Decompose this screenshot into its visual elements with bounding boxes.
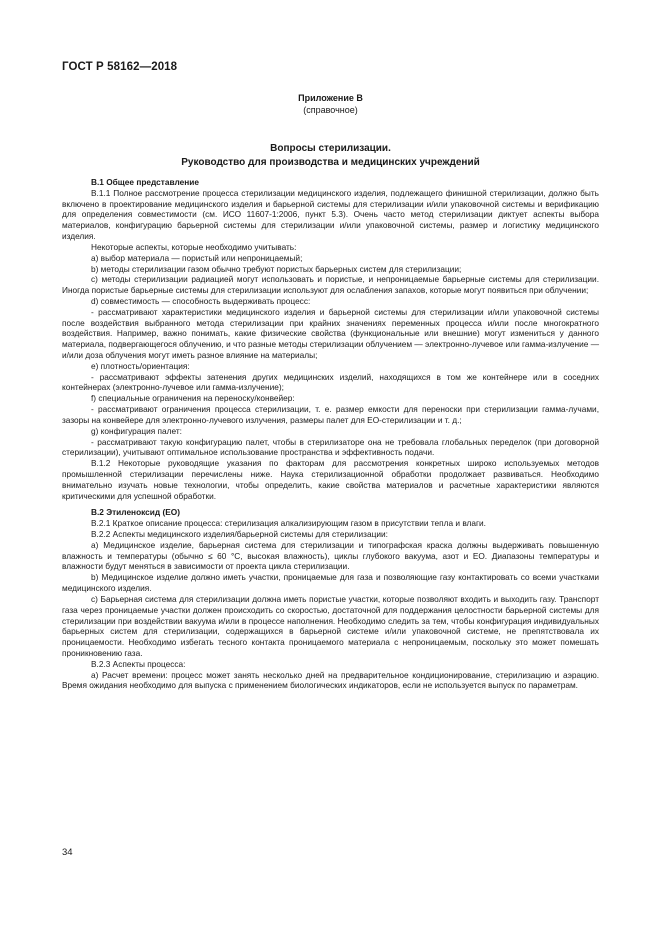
list-item-detail: - рассматривают ограничения процесса стерилизации, т. е. размер емкости для переноски при стерилизации гамма-лучами, зазоры на конвейере для электронно-лучевого излучения, размеры палет для ЕО-стерилизации и т. д.; [62,404,599,425]
subsection-heading: В.1 Общее представление [91,177,199,187]
appendix-label: Приложение В [298,93,363,103]
body-text [62,177,599,691]
list-item: c) методы стерилизации радиацией могут использовать и пористые, и непроницаемые барьерные системы для стерилизации. Иногда пористые барьерные системы для стерилизации используют для ослабления запахов, которые могут появиться при облучении; [62,274,599,296]
paragraph: В.1.1 Полное рассмотрение процесса стерилизации медицинского изделия, подлежащего финишной стерилизации, должно быть включено в проектирование медицинского изделия и барьерной системы для стерилизации и/или упаковочной системы и верификацию для определения совместимости (см. ИСО 11607-1:2006, пункт 5.3). Очень часто метод стерилизации диктует аспекты выбора материалов, конфигурацию барьерной системы для стерилизации и/или упаковочной системы, размер и логистику медицинского изделия. [62,187,599,242]
list-item-detail: - рассматривают эффекты затенения других медицинских изделий, находящихся в том же контейнере или в соседних контейнерах (электронно-лучевое или гамма-излучение); [62,371,599,393]
list-item: d) совместимость — способность выдерживать процесс: [91,295,311,306]
list-item: b) методы стерилизации газом обычно требуют пористых барьерных систем для стерилизации; [91,263,462,274]
section-title-line-1: Вопросы стерилизации. [270,143,391,154]
appendix-type: (справочное) [303,105,358,115]
paragraph: В.2.3 Аспекты процесса: [91,658,186,669]
section-title-line-2: Руководство для производства и медицинских учреждений [181,157,480,168]
list-item: f) специальные ограничения на переноску/конвейер: [91,393,295,404]
paragraph: Некоторые аспекты, которые необходимо учитывать: [91,241,297,252]
list-item: e) плотность/ориентация: [91,360,190,371]
list-item: a) Медицинское изделие, барьерная система для стерилизации и типографская краска должны выдерживать повышенную влажность и температуры (обычно ≤ 60 °С, высокая влажность), циклы глубокого вакуума, азот и ЕО. Диапазоны температуры и влажности будут меняться в зависимости от проекта цикла стерилизации. [62,539,599,572]
list-item-detail: - рассматривают такую конфигурацию палет, чтобы в стерилизаторе она не требовала глобальных переделок (при договорной стерилизации), учитывают оптимальное использование пространства и эффективность подачи. [62,436,599,458]
paragraph: В.2.1 Краткое описание процесса: стерилизация алкализирующим газом в присутствии тепла и влаги. [91,518,486,529]
list-item: c) Барьерная система для стерилизации должна иметь пористые участки, которые позволяют входить и выходить газу. Транспорт газа через проницаемые участки должен происходить со скоростью, достаточной для поддержания целостности барьерной системы для стерилизации при воздействии вакуума и/или в процессе наполнения. Необходимо следить за тем, чтобы конфигурация индивидуальных барьерных систем для стерилизации, содержащихся в барьерной системе и/или упаковочной системе, не препятствовала их проницаемости. Необходимо избегать тесного контакта проницаемого материала с непроницаемым, поскольку это может помешать проникновению газа. [62,593,599,658]
page-number: 34 [62,847,73,858]
paragraph: В.1.2 Некоторые руководящие указания по факторам для рассмотрения конкретных широко используемых методов промышленной стерилизации перечислены ниже. Наука стерилизационной обработки продолжает развиваться. Необходимо внимательно изучать новые технологии, чтобы определить, какие свойства материалов и расчетные характеристики являются критическими для успешной обработки. [62,458,599,501]
list-item: g) конфигурация палет: [91,425,182,436]
list-item: a) выбор материала — пористый или непроницаемый; [91,252,303,263]
subsection-heading: В.2 Этиленоксид (ЕО) [91,507,180,518]
list-item: b) Медицинское изделие должно иметь участки, проницаемые для газа и позволяющие газу контактировать со всеми участками медицинского изделия. [62,572,599,594]
list-item: a) Расчет времени: процесс может занять несколько дней на предварительное кондиционирование, стерилизацию и аэрацию. Время ожидания необходимо для выпуска с применением биологических индикаторов, если не используется выпуск по параметрам. [62,669,599,691]
paragraph: В.2.2 Аспекты медицинского изделия/барьерной системы для стерилизации: [91,529,388,539]
document-code: ГОСТ Р 58162—2018 [62,61,178,73]
list-item-detail: - рассматривают характеристики медицинского изделия и барьерной системы для стерилизации и/или упаковочной системы после воздействия выбранного метода стерилизации при крайних значениях переменных процесса и/или после многократного воздействия. Например, важно понимать, какие физические свойства (функциональные или внешние) могут измениться у данного материала, подвергающегося облучению, и что разные методы стерилизации облучением — электронно-лучевое или гамма-излучение — и/или доза облучения могут иметь разное влияние на материалы; [62,306,599,360]
